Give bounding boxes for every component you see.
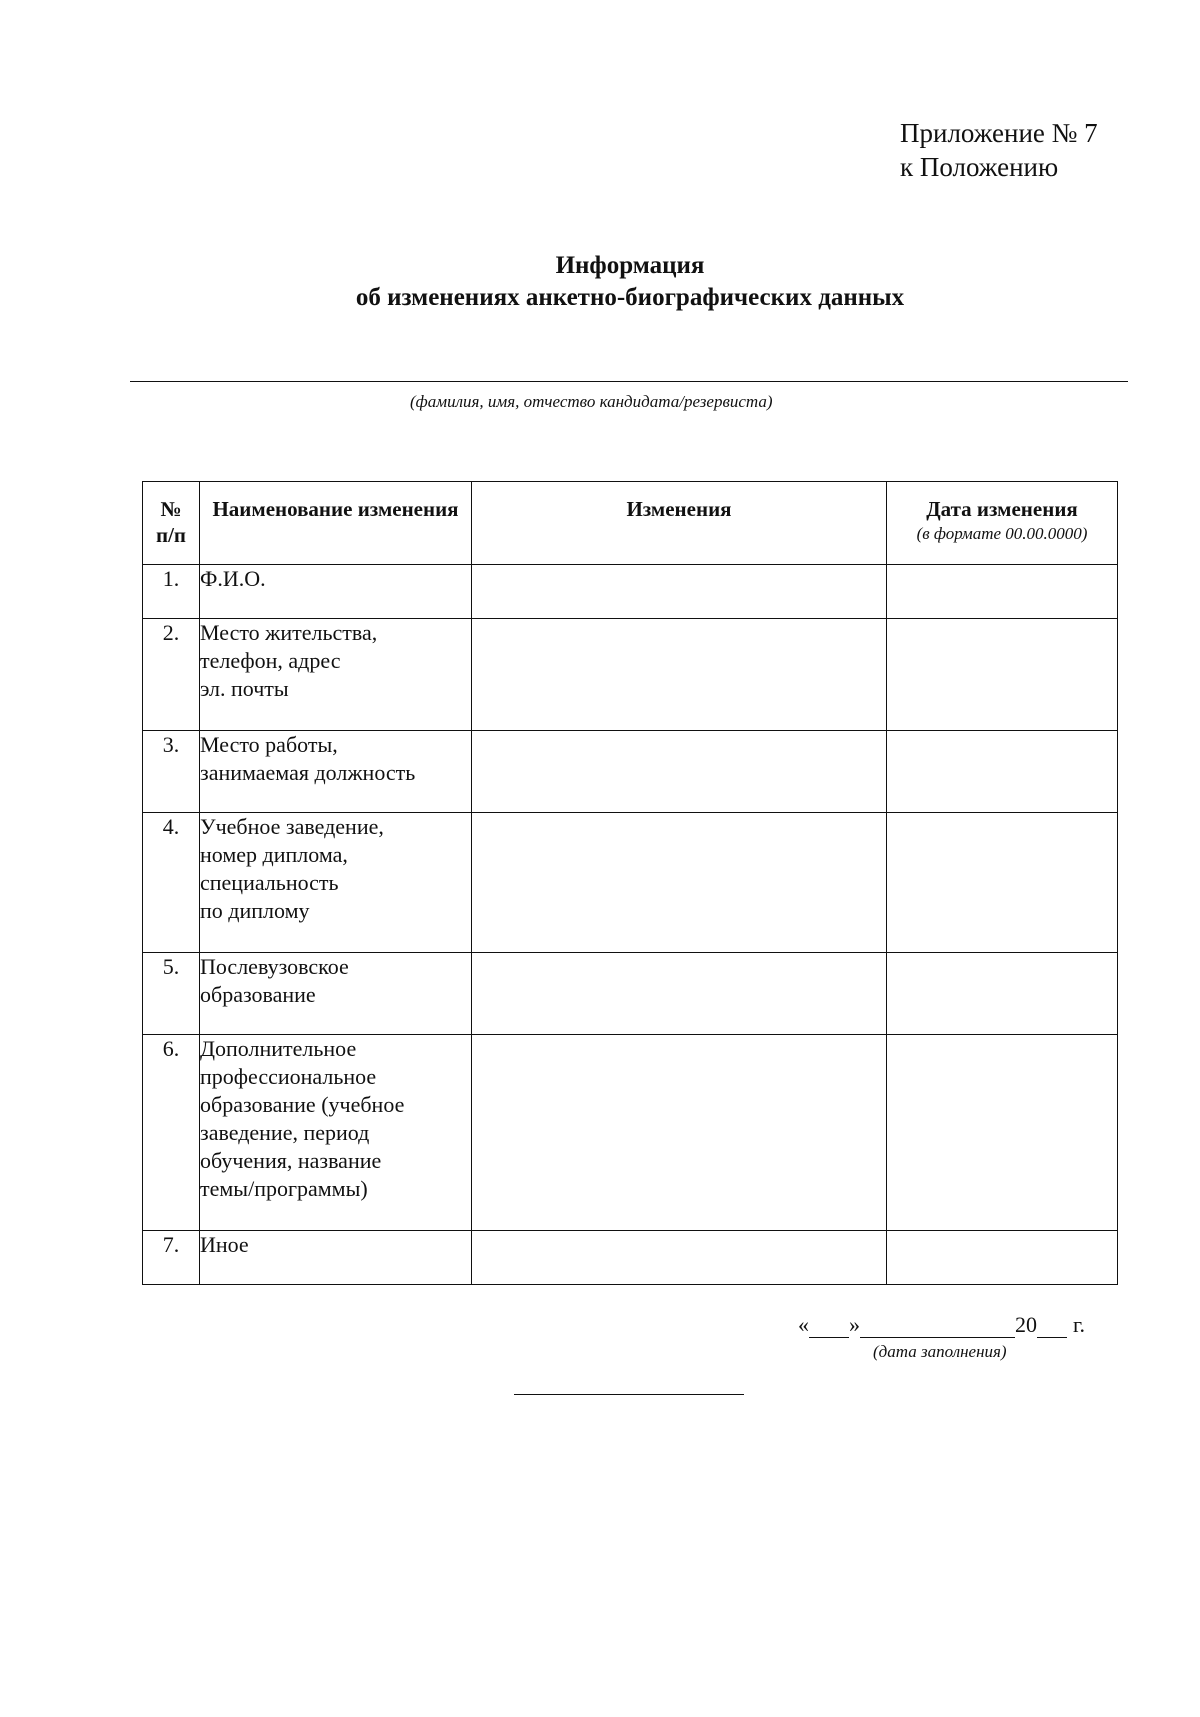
date-open-quote: « [798,1312,809,1337]
fill-date-line [798,1312,1113,1338]
header-change-date [887,482,1118,565]
header-date-format-hint: (в формате 00.00.0000) [916,524,1088,543]
title-main: Информация [555,252,705,279]
row-changes-cell[interactable] [472,1231,887,1285]
row-changes-cell[interactable] [472,953,887,1035]
row-label: Место работы, занимаемая должность [200,731,472,813]
row-number: 4. [143,813,200,953]
document-title [0,250,1200,314]
appendix-label [900,116,1098,184]
row-number: 6. [143,1035,200,1231]
row-date-cell[interactable] [887,565,1118,619]
year-suffix: г. [1073,1312,1086,1337]
table-row [143,813,1118,953]
row-label: Дополнительное профессиональное образование (учебное заведение, период обучения, название темы/программы) [200,1035,472,1231]
row-date-cell[interactable] [887,1231,1118,1285]
row-label: Ф.И.О. [200,565,472,619]
row-changes-cell[interactable] [472,1035,887,1231]
month-blank[interactable] [860,1315,1015,1338]
table-row [143,953,1118,1035]
fill-date-caption: (дата заполнения) [873,1342,1007,1361]
name-caption: (фамилия, имя, отчество кандидата/резервиста) [410,392,773,411]
row-date-cell[interactable] [887,731,1118,813]
table-row [143,565,1118,619]
row-number: 3. [143,731,200,813]
day-blank[interactable] [809,1315,849,1338]
row-changes-cell[interactable] [472,731,887,813]
table-row [143,1035,1118,1231]
year-blank[interactable] [1037,1315,1067,1338]
table-row [143,1231,1118,1285]
row-number: 2. [143,619,200,731]
row-changes-cell[interactable] [472,619,887,731]
title-subtitle: об изменениях анкетно-биографических данных [355,284,905,311]
row-date-cell[interactable] [887,619,1118,731]
table-row [143,619,1118,731]
row-label: Учебное заведение, номер диплома, специальность по диплому [200,813,472,953]
row-number: 7. [143,1231,200,1285]
row-changes-cell[interactable] [472,565,887,619]
header-changes: Изменения [472,482,887,565]
header-change-name: Наименование изменения [200,482,472,565]
row-date-cell[interactable] [887,813,1118,953]
row-label: Место жительства, телефон, адрес эл. почты [200,619,472,731]
appendix-number: Приложение № 7 [900,118,1098,148]
name-fill-line [130,381,1128,382]
row-number: 5. [143,953,200,1035]
row-changes-cell[interactable] [472,813,887,953]
table-row [143,731,1118,813]
changes-table [142,481,1118,1285]
appendix-reference: к Положению [900,152,1059,182]
signature-line[interactable] [514,1394,744,1395]
row-date-cell[interactable] [887,1035,1118,1231]
row-date-cell[interactable] [887,953,1118,1035]
header-date-label: Дата изменения [926,497,1078,521]
row-number: 1. [143,565,200,619]
header-number: № п/п [143,482,200,565]
row-label: Иное [200,1231,472,1285]
row-label: Послевузовское образование [200,953,472,1035]
date-close-quote: » [849,1312,860,1337]
table-header-row [143,482,1118,565]
year-prefix: 20 [1015,1312,1037,1337]
